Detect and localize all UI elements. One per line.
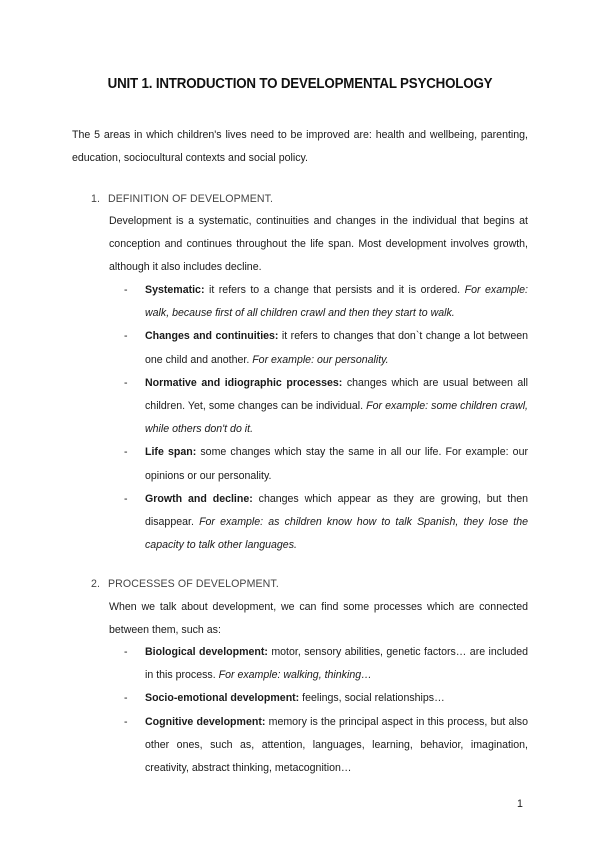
bullet-example: For example: as children know how to talk Spanish, they lose the capacity to talk other languages.	[145, 516, 528, 552]
bullet-term: Socio-emotional development:	[145, 692, 300, 705]
bullet-dash: -	[124, 492, 128, 505]
section-number: 1.	[91, 193, 101, 205]
bullet-example: For example: walk, because first of all children crawl and then they start to walk.	[145, 284, 528, 320]
bullet-text: changes which are usual between all children. Yet, some changes can be individual.	[145, 376, 528, 413]
section-title: PROCESSES OF DEVELOPMENT.	[108, 578, 279, 590]
section-title: DEFINITION OF DEVELOPMENT.	[108, 193, 274, 205]
list-item	[124, 279, 528, 325]
section-number: 2.	[91, 578, 101, 590]
list-item	[124, 711, 528, 781]
bullet-list-definition	[124, 279, 528, 557]
bullet-dash: -	[124, 446, 128, 459]
section-paragraph: Development is a systematic, continuities and changes in the individual that begins at conception and continues throughout the life span. Most development involves growth, although it also includes decline.	[109, 215, 528, 274]
bullet-term: Changes and continuities:	[145, 330, 279, 343]
section-paragraph: When we talk about development, we can find some processes which are connected between them, such as:	[109, 601, 528, 637]
bullet-term: Normative and idiographic processes:	[145, 376, 343, 389]
list-item	[124, 641, 528, 687]
section-heading-processes	[91, 578, 531, 590]
list-item	[124, 687, 528, 710]
bullet-dash: -	[124, 376, 128, 389]
list-item	[124, 488, 528, 558]
bullet-term: Growth and decline:	[145, 492, 253, 505]
bullet-text: feelings, social relationships…	[299, 692, 445, 705]
bullet-dash: -	[124, 692, 128, 705]
bullet-dash: -	[124, 330, 128, 343]
list-item	[124, 325, 528, 371]
bullet-text: changes which appear as they are growing, but then disappear.	[145, 492, 528, 529]
bullet-list-processes	[124, 641, 528, 780]
intro-paragraph: The 5 areas in which children's lives need to be improved are: health and wellbeing, parenting, education, sociocultural contexts and social policy.	[72, 129, 528, 164]
bullet-example: For example: some children crawl, while others don't do it.	[145, 400, 528, 436]
bullet-term: Biological development:	[145, 646, 268, 658]
list-item	[124, 441, 528, 487]
bullet-example: For example: walking, thinking…	[218, 669, 372, 682]
bullet-term: Cognitive development:	[145, 715, 266, 728]
page-number: 1	[517, 798, 523, 810]
bullet-text: it refers to changes that don`t change a lot between one child and another.	[145, 330, 529, 366]
section-heading-definition	[91, 193, 531, 205]
bullet-text: it refers to a change that persists and it is ordered.	[204, 284, 465, 296]
page-title: UNIT 1. INTRODUCTION TO DEVELOPMENTAL PSYCHOLOGY	[107, 76, 493, 92]
bullet-dash: -	[124, 284, 128, 296]
bullet-text: motor, sensory abilities, genetic factors… are included in this process.	[145, 646, 528, 682]
bullet-example: For example: our personality.	[252, 353, 389, 366]
bullet-term: Life span:	[145, 446, 197, 459]
bullet-dash: -	[124, 646, 128, 658]
bullet-term: Systematic:	[145, 284, 205, 296]
bullet-dash: -	[124, 715, 128, 728]
bullet-text: some changes which stay the same in all our life. For example: our opinions or our personality.	[145, 446, 528, 482]
list-item	[124, 372, 528, 442]
bullet-text: memory is the principal aspect in this process, but also other ones, such as, attention, languages, learning, behavior, imagination, creativity, abstract thinking, metacognition…	[145, 715, 528, 775]
